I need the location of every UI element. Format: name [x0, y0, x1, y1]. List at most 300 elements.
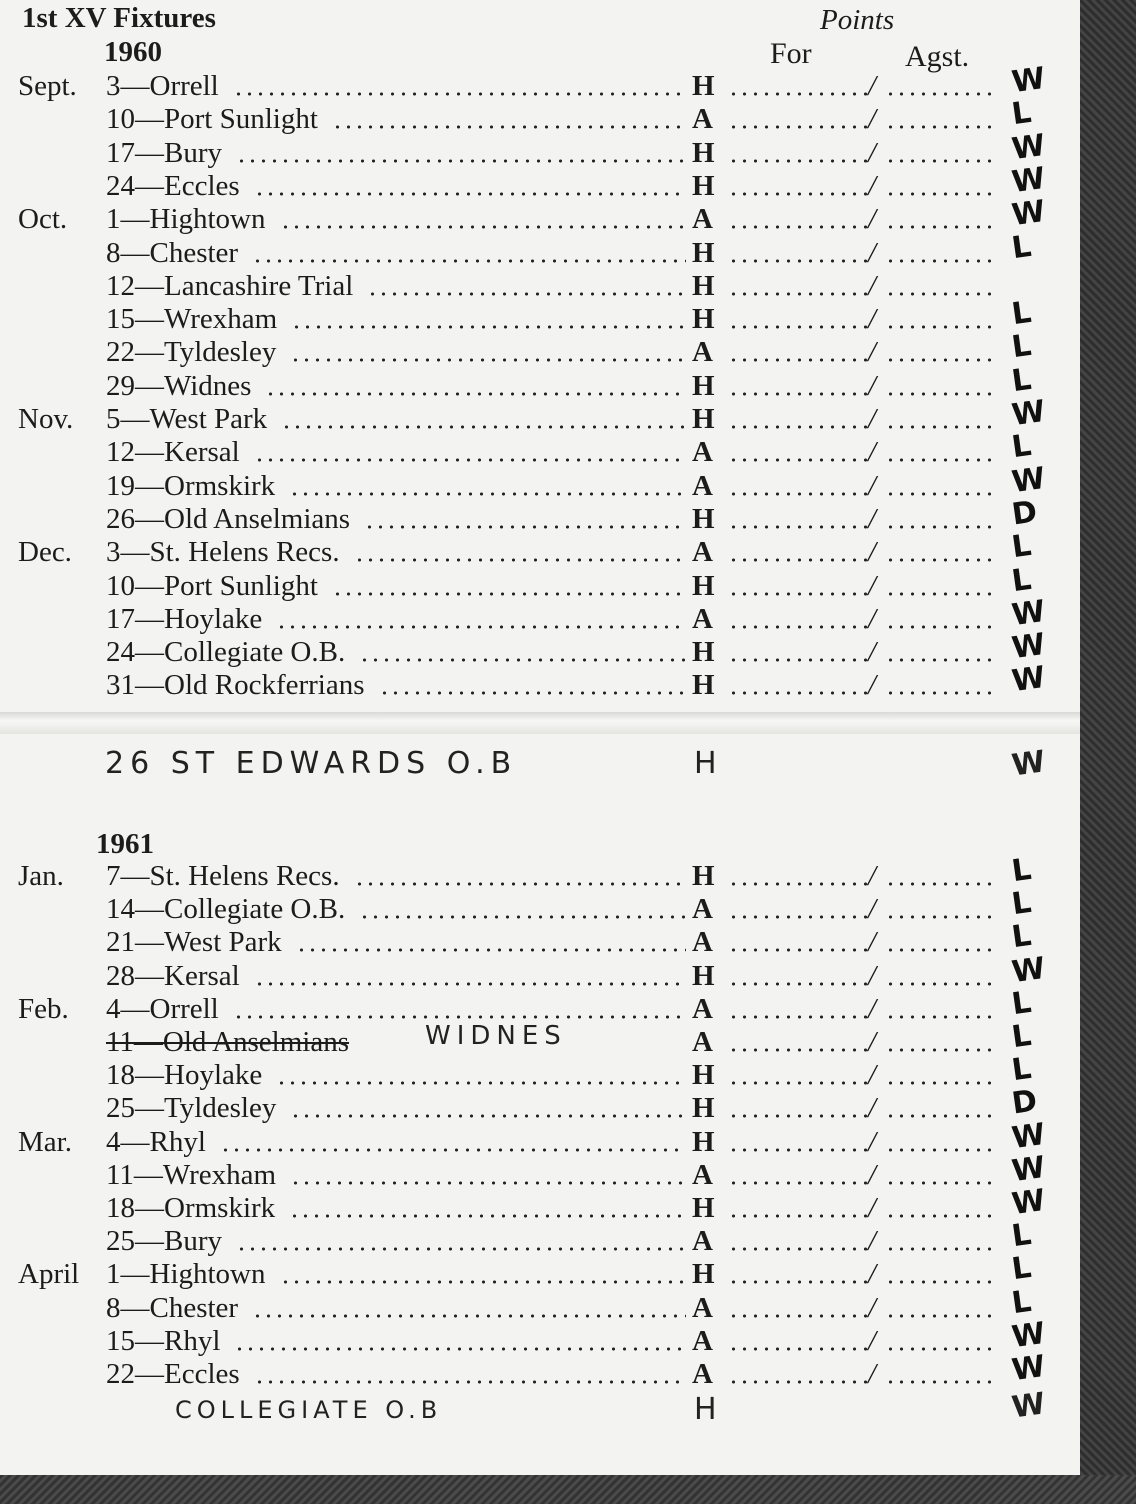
leader-dots: [364, 525, 686, 529]
points-for-dots: [728, 1347, 868, 1351]
fixture-month: Mar.: [18, 1125, 72, 1158]
handwritten-fixture-1961: COLLEGIATE O.B: [175, 1396, 443, 1424]
handwritten-result: W: [1009, 194, 1048, 234]
leader-dots: [276, 625, 686, 629]
fixture-row: [0, 1051, 1034, 1092]
points-against-dots: [885, 1015, 997, 1019]
handwritten-result: L: [1009, 1217, 1034, 1255]
fixture-opponent: 3—Orrell: [106, 70, 219, 102]
leader-dots: [254, 192, 686, 196]
fixture-opponent: 11—Old Anselmians: [106, 1026, 350, 1058]
handwritten-result: L: [1009, 1250, 1034, 1288]
fixture-venue: H: [692, 669, 715, 702]
points-against-dots: [885, 948, 997, 952]
points-against-dots: [885, 192, 997, 196]
leader-dots: [254, 1380, 686, 1384]
points-separator: /: [868, 569, 877, 602]
fixture-opponent: 22—Tyldesley: [106, 336, 277, 369]
fixture-opponent: 11—Wrexham: [106, 1158, 277, 1191]
handwritten-result: W: [1009, 1348, 1048, 1389]
points-against-dots: [885, 1181, 997, 1185]
fixture-opponent: 29—Widnes: [106, 369, 252, 402]
leader-dots: [289, 1214, 686, 1218]
fixture-row: [0, 1017, 1034, 1059]
fixture-row: [0, 494, 1040, 536]
fixture-opponent: 26—Old Anselmians: [106, 502, 351, 535]
points-for-dots: [728, 292, 868, 296]
fixture-venue: A: [692, 1358, 713, 1390]
leader-dots: [332, 592, 686, 596]
leader-dots: [254, 458, 686, 462]
fixture-venue: H: [692, 403, 715, 435]
points-separator: /: [868, 269, 877, 302]
fixture-opponent: 17—Hoylake: [106, 602, 263, 635]
handwritten-result: W: [1009, 1116, 1048, 1156]
points-separator: /: [868, 303, 877, 336]
leader-dots: [265, 392, 686, 396]
fixture-row: [0, 528, 1034, 569]
points-against-dots: [885, 425, 997, 429]
fixture-venue: A: [692, 992, 713, 1025]
points-separator: /: [868, 1192, 877, 1224]
for-column-header: For: [770, 37, 812, 70]
handwritten-result: W: [1009, 1315, 1048, 1355]
fixture-row: [0, 1283, 1034, 1325]
points-against-dots: [885, 1247, 997, 1251]
points-for-dots: [728, 882, 868, 886]
points-for-dots: [728, 1380, 868, 1384]
points-against-dots: [885, 1214, 997, 1218]
handwritten-result: L: [1009, 885, 1034, 923]
handwritten-result: L: [1009, 528, 1034, 566]
points-separator: /: [868, 369, 877, 402]
leader-dots: [290, 358, 686, 362]
points-separator: /: [868, 336, 877, 369]
points-separator: /: [868, 536, 877, 569]
fixture-venue: A: [692, 469, 713, 502]
points-against-dots: [885, 691, 997, 695]
points-for-dots: [728, 458, 868, 462]
points-against-dots: [885, 915, 997, 919]
leader-dots: [281, 425, 686, 429]
fixture-venue: H: [692, 269, 715, 302]
handwritten-result: L: [1009, 228, 1034, 266]
handwritten-result: L: [1009, 328, 1034, 366]
fixture-month: Nov.: [18, 403, 74, 435]
fixture-venue: H: [692, 70, 715, 102]
points-against-dots: [885, 458, 997, 462]
fixture-venue: A: [692, 203, 713, 236]
season-year-1960: 1960: [104, 36, 162, 68]
fixture-opponent: 24—Eccles: [106, 169, 240, 202]
handwritten-result: L: [1009, 428, 1034, 466]
points-separator: /: [868, 169, 877, 202]
points-for-dots: [728, 192, 868, 196]
points-separator: /: [868, 636, 877, 669]
fixture-row: [0, 1217, 1034, 1258]
points-for-dots: [728, 1114, 868, 1118]
fixture-month: Feb.: [18, 992, 69, 1025]
leader-dots: [290, 1181, 686, 1185]
handwritten-result-1961: W: [1009, 1385, 1054, 1426]
points-separator: /: [868, 893, 877, 926]
points-separator: /: [868, 1324, 877, 1357]
points-against-dots: [885, 1114, 997, 1118]
leader-dots: [289, 492, 686, 496]
fixture-venue: A: [692, 103, 713, 136]
points-against-dots: [885, 982, 997, 986]
points-for-dots: [728, 691, 868, 695]
fixture-opponent: 1—Hightown: [106, 203, 266, 236]
points-for-dots: [728, 525, 868, 529]
leader-dots: [236, 159, 686, 163]
fixture-venue: A: [692, 536, 713, 569]
handwritten-result: W: [1009, 160, 1048, 201]
fixture-venue: H: [692, 502, 715, 535]
fixture-opponent: 28—Kersal: [106, 959, 240, 992]
fixture-row: [0, 1182, 1048, 1225]
points-separator: /: [868, 992, 877, 1025]
leader-dots: [291, 325, 686, 329]
points-for-dots: [728, 1314, 868, 1318]
fixture-venue: A: [692, 893, 713, 926]
handwritten-result: L: [1009, 1017, 1034, 1056]
fixture-opponent: 18—Ormskirk: [106, 1192, 276, 1224]
fixture-row: [0, 1250, 1034, 1291]
handwritten-result: L: [1009, 984, 1034, 1022]
fixture-opponent: 25—Bury: [106, 1225, 222, 1258]
fixture-opponent: 10—Port Sunlight: [106, 569, 318, 602]
fixture-venue: H: [692, 1125, 715, 1158]
points-against-dots: [885, 125, 997, 129]
card-binding: [1080, 0, 1136, 1504]
points-for-dots: [728, 259, 868, 263]
fixture-venue: A: [692, 1324, 713, 1357]
points-separator: /: [868, 959, 877, 992]
fixture-row: [0, 950, 1048, 993]
fixture-row: [0, 593, 1048, 636]
fixture-venue: H: [692, 959, 715, 992]
fixture-month: Sept.: [18, 70, 77, 102]
points-for-dots: [728, 558, 868, 562]
fixture-opponent: 19—Ormskirk: [106, 469, 276, 502]
handwritten-result-1960: W: [1009, 743, 1054, 784]
handwritten-venue-1960: H: [694, 746, 723, 781]
handwritten-result: D: [1009, 494, 1040, 533]
leader-dots: [276, 1081, 686, 1085]
handwritten-result: L: [1009, 361, 1034, 399]
fixture-opponent: 17—Bury: [106, 136, 222, 169]
points-separator: /: [868, 1026, 877, 1058]
leader-dots: [280, 1280, 686, 1284]
fixture-opponent: 22—Eccles: [106, 1358, 240, 1390]
points-separator: /: [868, 1059, 877, 1092]
fixture-venue: H: [692, 1092, 715, 1125]
leader-dots: [332, 125, 686, 129]
points-against-dots: [885, 259, 997, 263]
leader-dots: [233, 1015, 686, 1019]
handwritten-result: D: [1009, 1083, 1040, 1122]
points-against-dots: [885, 492, 997, 496]
points-for-dots: [728, 492, 868, 496]
fixture-venue: H: [692, 1192, 715, 1224]
fixture-row: [0, 160, 1048, 203]
points-separator: /: [868, 1158, 877, 1191]
points-for-dots: [728, 1247, 868, 1251]
points-against-dots: [885, 882, 997, 886]
handwritten-result: L: [1009, 1051, 1034, 1089]
points-for-dots: [728, 125, 868, 129]
points-separator: /: [868, 926, 877, 959]
fixture-opponent: 12—Kersal: [106, 436, 240, 469]
fixture-row: [0, 127, 1048, 170]
fixture-row: [0, 660, 1048, 702]
fixture-row: [0, 1149, 1048, 1192]
fixture-row: [0, 194, 1048, 236]
leader-dots: [290, 1114, 686, 1118]
points-header: Points: [820, 4, 895, 36]
leader-dots: [234, 1347, 686, 1351]
fixture-month: April: [18, 1258, 80, 1291]
handwritten-result: W: [1009, 60, 1048, 101]
fixture-venue: H: [692, 236, 715, 269]
fixture-venue: H: [692, 369, 715, 402]
points-for-dots: [728, 358, 868, 362]
fixture-venue: A: [692, 1026, 713, 1058]
fixture-row: [0, 1116, 1048, 1159]
points-for-dots: [728, 1015, 868, 1019]
points-separator: /: [868, 403, 877, 435]
points-for-dots: [728, 1181, 868, 1185]
points-for-dots: [728, 425, 868, 429]
fixture-opponent: 7—St. Helens Recs.: [106, 860, 340, 892]
points-separator: /: [868, 203, 877, 236]
fixture-row: [0, 361, 1034, 403]
leader-dots: [367, 292, 686, 296]
points-against-dots: [885, 592, 997, 596]
points-against-dots: [885, 1081, 997, 1085]
points-separator: /: [868, 1258, 877, 1291]
handwritten-result: W: [1009, 950, 1048, 990]
fixture-row: [0, 918, 1034, 959]
fixture-venue: H: [692, 303, 715, 336]
fixture-opponent: 18—Hoylake: [106, 1059, 263, 1092]
fixture-venue: H: [692, 860, 715, 892]
fixture-opponent: 24—Collegiate O.B.: [106, 636, 346, 669]
leader-dots: [254, 982, 686, 986]
points-separator: /: [868, 469, 877, 502]
points-for-dots: [728, 1214, 868, 1218]
fixture-opponent: 8—Chester: [106, 1291, 239, 1324]
fixture-venue: A: [692, 1158, 713, 1191]
points-for-dots: [728, 915, 868, 919]
handwritten-result: L: [1009, 561, 1034, 599]
points-separator: /: [868, 136, 877, 169]
handwritten-result: L: [1009, 851, 1034, 890]
leader-dots: [236, 1247, 686, 1251]
points-against-dots: [885, 625, 997, 629]
leader-dots: [359, 658, 686, 662]
leader-dots: [252, 1314, 686, 1318]
points-separator: /: [868, 669, 877, 702]
points-for-dots: [728, 392, 868, 396]
points-against-dots: [885, 1280, 997, 1284]
handwritten-result: L: [1009, 918, 1034, 956]
points-for-dots: [728, 1280, 868, 1284]
fixture-venue: H: [692, 569, 715, 602]
points-separator: /: [868, 502, 877, 535]
points-separator: /: [868, 436, 877, 469]
fixture-venue: A: [692, 1225, 713, 1258]
points-for-dots: [728, 159, 868, 163]
fixture-opponent: 12—Lancashire Trial: [106, 269, 354, 302]
fixture-row: [0, 393, 1048, 436]
points-for-dots: [728, 948, 868, 952]
fixture-row: [0, 228, 1034, 270]
leader-dots: [354, 558, 686, 562]
handwritten-note: WIDNES: [425, 1021, 567, 1051]
fixture-opponent: 25—Tyldesley: [106, 1092, 277, 1125]
handwritten-result: W: [1009, 1182, 1048, 1223]
leader-dots: [233, 92, 686, 96]
leader-dots: [252, 259, 686, 263]
points-for-dots: [728, 225, 868, 229]
points-for-dots: [728, 92, 868, 96]
points-against-dots: [885, 1314, 997, 1318]
fixture-row: [0, 95, 1034, 136]
fixture-opponent: 1—Hightown: [106, 1258, 266, 1291]
fixture-venue: H: [692, 1059, 715, 1092]
handwritten-result: W: [1009, 626, 1048, 667]
handwritten-result: W: [1009, 660, 1048, 700]
handwritten-result: W: [1009, 127, 1048, 167]
points-separator: /: [868, 1225, 877, 1258]
fixture-venue: H: [692, 136, 715, 169]
fixture-month: Dec.: [18, 536, 72, 569]
points-against-dots: [885, 392, 997, 396]
fixture-opponent: 8—Chester: [106, 236, 239, 269]
handwritten-result: W: [1009, 393, 1048, 434]
fixture-opponent: 31—Old Rockferrians: [106, 669, 365, 702]
points-for-dots: [728, 1048, 868, 1052]
leader-dots: [280, 225, 686, 229]
points-separator: /: [868, 1125, 877, 1158]
fixture-opponent: 10—Port Sunlight: [106, 103, 318, 136]
fixture-opponent: 4—Rhyl: [106, 1125, 206, 1158]
points-for-dots: [728, 592, 868, 596]
fixture-row: [0, 851, 1034, 893]
fixture-row: [0, 60, 1048, 103]
points-separator: /: [868, 236, 877, 269]
card-cover-edge: [0, 1475, 1136, 1504]
leader-dots: [359, 915, 686, 919]
points-against-dots: [885, 558, 997, 562]
points-separator: /: [868, 602, 877, 635]
against-column-header: Agst.: [905, 40, 970, 73]
fixture-opponent: 3—St. Helens Recs.: [106, 536, 340, 569]
handwritten-result: W: [1009, 460, 1048, 500]
handwritten-result: L: [1009, 294, 1034, 333]
fixture-opponent: 15—Rhyl: [106, 1324, 221, 1357]
leader-dots: [354, 882, 686, 886]
fixture-venue: H: [692, 636, 715, 669]
page-title: 1st XV Fixtures: [22, 2, 216, 34]
points-against-dots: [885, 358, 997, 362]
fixture-row: [0, 270, 1000, 303]
fixture-row: [0, 1083, 1040, 1125]
points-against-dots: [885, 292, 997, 296]
fixture-row: [0, 428, 1034, 469]
fixture-opponent: 4—Orrell: [106, 992, 219, 1025]
fixture-month: Oct.: [18, 203, 68, 236]
fixture-venue: A: [692, 926, 713, 959]
fixture-row: [0, 294, 1034, 336]
points-for-dots: [728, 1148, 868, 1152]
points-separator: /: [868, 103, 877, 136]
fixture-opponent: 21—West Park: [106, 926, 282, 959]
points-for-dots: [728, 658, 868, 662]
fixture-opponent: 5—West Park: [106, 403, 268, 435]
page-fold: [0, 712, 1080, 734]
fixture-month: Jan.: [18, 860, 64, 892]
leader-dots: [379, 691, 686, 695]
leader-dots: [220, 1148, 686, 1152]
fixture-venue: H: [692, 169, 715, 202]
points-for-dots: [728, 1081, 868, 1085]
points-against-dots: [885, 159, 997, 163]
points-separator: /: [868, 1092, 877, 1125]
fixture-opponent: 15—Wrexham: [106, 303, 278, 336]
fixture-row: [0, 561, 1034, 603]
handwritten-venue-1961: H: [694, 1392, 723, 1427]
season-year-1961: 1961: [96, 828, 154, 860]
fixture-row: [0, 460, 1048, 503]
fixture-opponent: 14—Collegiate O.B.: [106, 893, 346, 926]
points-against-dots: [885, 1347, 997, 1351]
fixture-row: [0, 328, 1034, 369]
points-against-dots: [885, 225, 997, 229]
handwritten-result: L: [1009, 95, 1034, 133]
fixture-venue: A: [692, 602, 713, 635]
leader-dots: [296, 948, 686, 952]
handwritten-result: W: [1009, 593, 1048, 633]
handwritten-result: W: [1009, 1149, 1048, 1189]
points-against-dots: [885, 1380, 997, 1384]
fixture-row: [0, 626, 1048, 669]
points-separator: /: [868, 860, 877, 892]
fixture-venue: A: [692, 1291, 713, 1324]
fixture-row: [0, 885, 1034, 926]
fixture-row: [0, 1315, 1048, 1358]
points-for-dots: [728, 325, 868, 329]
points-against-dots: [885, 525, 997, 529]
fixture-venue: A: [692, 336, 713, 369]
points-separator: /: [868, 1358, 877, 1390]
points-for-dots: [728, 625, 868, 629]
points-separator: /: [868, 70, 877, 102]
points-against-dots: [885, 658, 997, 662]
fixture-venue: H: [692, 1258, 715, 1291]
points-against-dots: [885, 92, 997, 96]
fixture-venue: A: [692, 436, 713, 469]
points-against-dots: [885, 1148, 997, 1152]
points-against-dots: [885, 325, 997, 329]
handwritten-result: L: [1009, 1283, 1034, 1321]
points-for-dots: [728, 982, 868, 986]
handwritten-fixture-1960: 26 ST EDWARDS O.B: [105, 746, 518, 781]
points-against-dots: [885, 1048, 997, 1052]
points-separator: /: [868, 1291, 877, 1324]
